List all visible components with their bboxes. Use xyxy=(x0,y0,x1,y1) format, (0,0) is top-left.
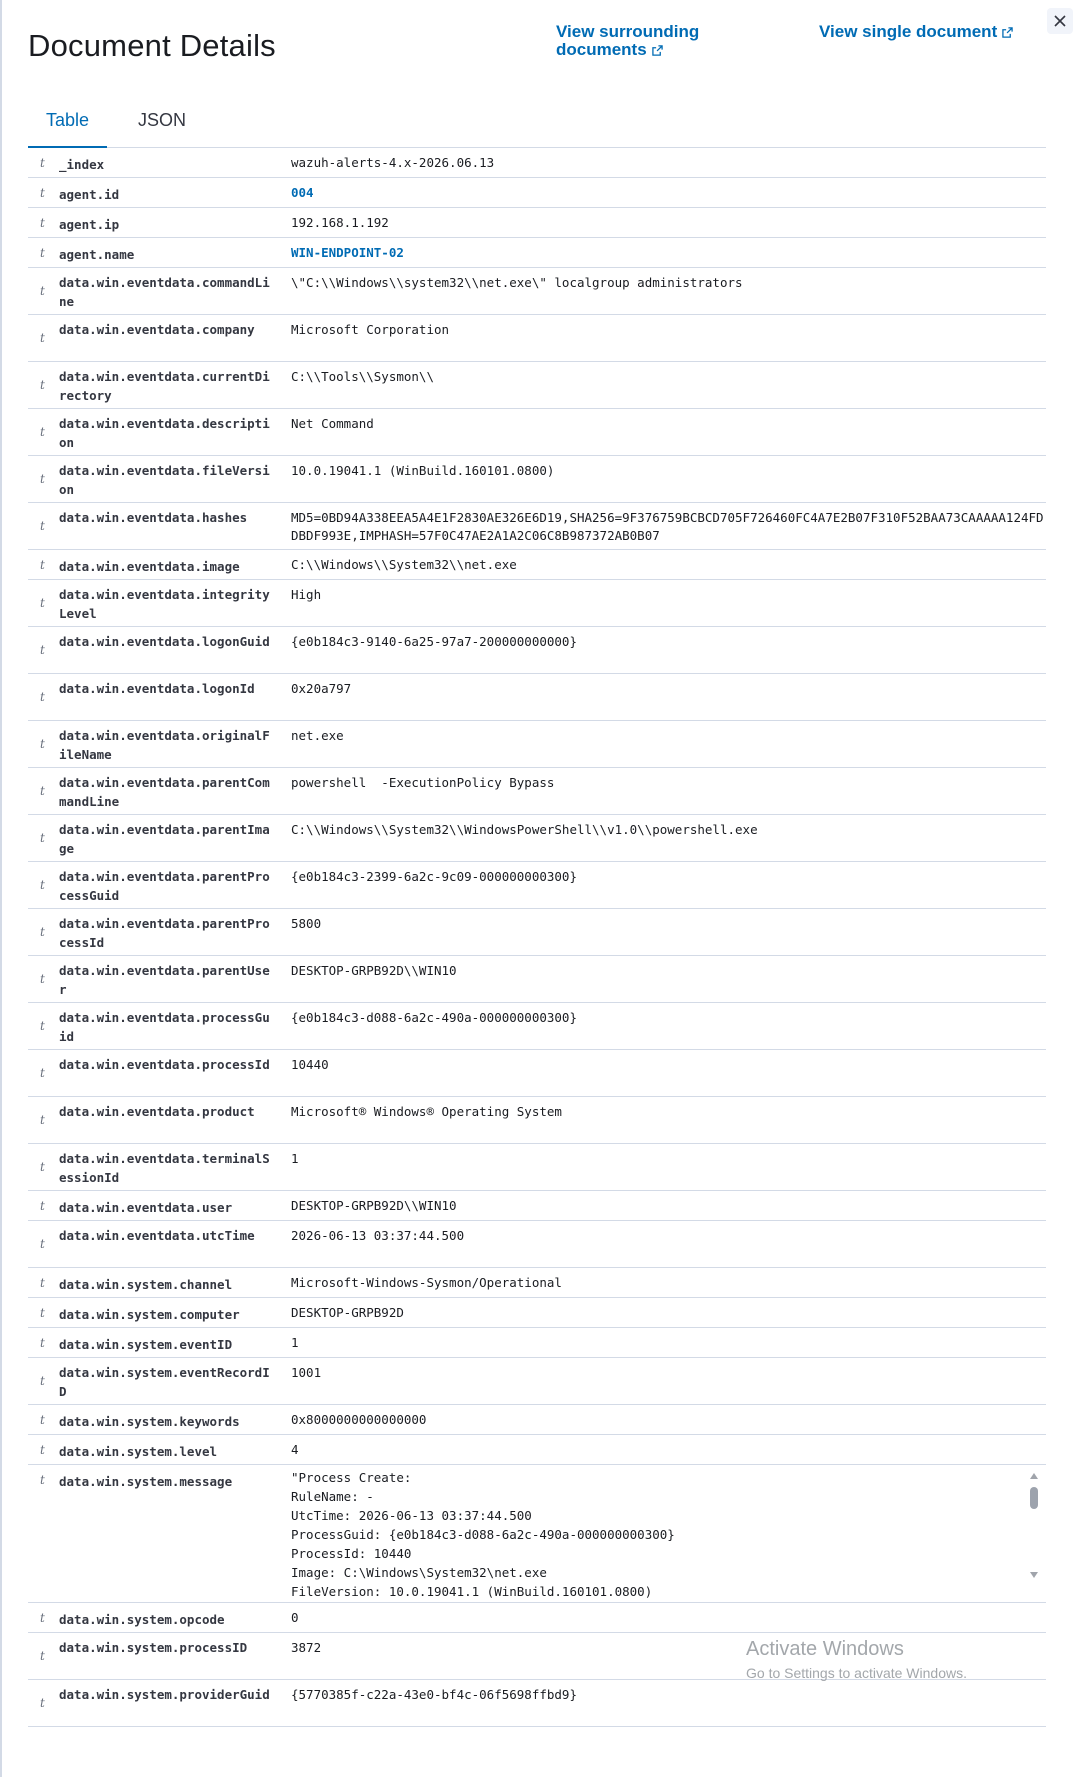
field-value: C:\\Windows\\System32\\net.exe xyxy=(291,557,517,572)
field-type-icon: t xyxy=(40,831,45,845)
field-type-icon: t xyxy=(40,1276,45,1290)
field-type-icon: t xyxy=(40,737,45,751)
field-name: agent.ip xyxy=(59,217,120,232)
table-row xyxy=(28,1465,1046,1603)
table-row xyxy=(28,1298,1046,1328)
field-name: data.win.eventdata.originalFileName xyxy=(59,728,270,762)
table-row xyxy=(28,238,1046,268)
field-name: data.win.eventdata.processGuid xyxy=(59,1010,270,1044)
field-type-icon: t xyxy=(40,1237,45,1251)
field-type-icon: t xyxy=(40,1649,45,1663)
field-name: data.win.system.keywords xyxy=(59,1414,240,1429)
scroll-down-icon[interactable] xyxy=(1030,1572,1038,1578)
watermark-subtitle: Go to Settings to activate Windows. xyxy=(746,1665,967,1681)
field-value: Microsoft Corporation xyxy=(291,322,450,337)
table-row xyxy=(28,627,1046,674)
external-link-icon xyxy=(652,45,663,56)
field-value: Microsoft® Windows® Operating System xyxy=(291,1104,562,1119)
document-tabs xyxy=(28,100,1046,148)
field-type-icon: t xyxy=(40,425,45,439)
field-value-link[interactable]: WIN-ENDPOINT-02 xyxy=(291,245,404,260)
field-type-icon: t xyxy=(40,1473,45,1487)
field-name: data.win.eventdata.image xyxy=(59,559,240,574)
field-value: 3872 xyxy=(291,1640,322,1655)
field-name: data.win.eventdata.terminalSessionId xyxy=(59,1151,270,1185)
field-name: _index xyxy=(59,157,105,172)
field-name: data.win.system.providerGuid xyxy=(59,1687,270,1702)
table-row xyxy=(28,208,1046,238)
field-name: data.win.eventdata.parentProcessId xyxy=(59,916,270,950)
field-type-icon: t xyxy=(40,1443,45,1457)
field-value: 2026-06-13 03:37:44.500 xyxy=(291,1228,465,1243)
field-name: data.win.system.computer xyxy=(59,1307,240,1322)
field-type-icon: t xyxy=(40,1611,45,1625)
field-name: data.win.eventdata.parentProcessGuid xyxy=(59,869,270,903)
field-value: 1001 xyxy=(291,1365,322,1380)
field-name: data.win.eventdata.utcTime xyxy=(59,1228,255,1243)
field-name: data.win.eventdata.integrityLevel xyxy=(59,587,270,621)
table-row xyxy=(28,1144,1046,1191)
field-value: Microsoft-Windows-Sysmon/Operational xyxy=(291,1275,562,1290)
view-single-document-link[interactable] xyxy=(819,23,1013,41)
field-type-icon: t xyxy=(40,519,45,533)
field-value: 5800 xyxy=(291,916,322,931)
table-row xyxy=(28,315,1046,362)
view-surrounding-label: View surrounding documents xyxy=(556,22,700,59)
scroll-up-icon[interactable] xyxy=(1030,1473,1038,1479)
page-title: Document Details xyxy=(28,28,276,63)
field-value: DESKTOP-GRPB92D\\WIN10 xyxy=(291,1198,457,1213)
field-type-icon: t xyxy=(40,284,45,298)
table-row xyxy=(28,1097,1046,1144)
field-type-icon: t xyxy=(40,1160,45,1174)
field-name: data.win.eventdata.fileVersion xyxy=(59,463,270,497)
field-type-icon: t xyxy=(40,1306,45,1320)
field-value: DESKTOP-GRPB92D xyxy=(291,1305,404,1320)
message-value-box[interactable]: "Process Create: RuleName: - UtcTime: 2026-06-13 03:37:44.500 ProcessGuid: {e0b184c3-d088-6a2c-490a-000000000300} ProcessId: 10440 Image: C:\Windows\System32\net.exe FileVersion: 10.0.19041.1 (WinBuild.160101.0800) xyxy=(291,1470,675,1599)
field-value: {5770385f-c22a-43e0-bf4c-06f5698ffbd9} xyxy=(291,1687,577,1702)
field-name: data.win.eventdata.logonGuid xyxy=(59,634,270,649)
table-row xyxy=(28,1680,1046,1727)
table-row xyxy=(28,1003,1046,1050)
table-row xyxy=(28,1328,1046,1358)
field-type-icon: t xyxy=(40,1374,45,1388)
field-name: data.win.system.processID xyxy=(59,1640,248,1655)
field-name: data.win.system.eventRecordID xyxy=(59,1365,270,1399)
field-type-icon: t xyxy=(40,972,45,986)
external-link-icon xyxy=(1002,27,1013,38)
field-value: 10440 xyxy=(291,1057,329,1072)
field-type-icon: t xyxy=(40,246,45,260)
field-name: agent.name xyxy=(59,247,135,262)
field-type-icon: t xyxy=(40,643,45,657)
field-value: 1 xyxy=(291,1151,299,1166)
field-type-icon: t xyxy=(40,186,45,200)
field-type-icon: t xyxy=(40,1199,45,1213)
field-value: \"C:\\Windows\\system32\\net.exe\" localgroup administrators xyxy=(291,275,743,290)
scroll-thumb[interactable] xyxy=(1030,1487,1038,1509)
field-name: data.win.system.channel xyxy=(59,1277,233,1292)
field-type-icon: t xyxy=(40,472,45,486)
field-value: 0x8000000000000000 xyxy=(291,1412,427,1427)
field-name: data.win.eventdata.processId xyxy=(59,1057,270,1072)
table-row xyxy=(28,409,1046,456)
field-value: 0 xyxy=(291,1610,299,1625)
field-name: data.win.eventdata.description xyxy=(59,416,270,450)
field-name: data.win.eventdata.parentUser xyxy=(59,963,270,997)
field-type-icon: t xyxy=(40,156,45,170)
table-row xyxy=(28,1435,1046,1465)
message-scrollbar[interactable] xyxy=(1028,1473,1040,1578)
field-value: {e0b184c3-2399-6a2c-9c09-000000000300} xyxy=(291,869,577,884)
field-type-icon: t xyxy=(40,690,45,704)
field-name: data.win.eventdata.company xyxy=(59,322,255,337)
field-name: data.win.system.opcode xyxy=(59,1612,225,1627)
table-row xyxy=(28,1191,1046,1221)
table-row xyxy=(28,1358,1046,1405)
table-row xyxy=(28,721,1046,768)
field-value: DESKTOP-GRPB92D\\WIN10 xyxy=(291,963,457,978)
field-type-icon: t xyxy=(40,1019,45,1033)
table-row xyxy=(28,1405,1046,1435)
field-type-icon: t xyxy=(40,596,45,610)
table-row xyxy=(28,178,1046,208)
field-value: C:\\Windows\\System32\\WindowsPowerShell\\v1.0\\powershell.exe xyxy=(291,822,758,837)
field-type-icon: t xyxy=(40,1696,45,1710)
view-surrounding-documents-link[interactable] xyxy=(556,23,726,59)
table-row xyxy=(28,674,1046,721)
field-name: data.win.eventdata.logonId xyxy=(59,681,255,696)
tab-json[interactable]: JSON xyxy=(138,110,187,130)
table-row xyxy=(28,956,1046,1003)
field-name: data.win.eventdata.commandLine xyxy=(59,275,270,309)
field-name: data.win.eventdata.hashes xyxy=(59,510,248,525)
field-value: 192.168.1.192 xyxy=(291,215,389,230)
field-value: 0x20a797 xyxy=(291,681,352,696)
flyout-border xyxy=(0,0,2,1777)
field-type-icon: t xyxy=(40,1413,45,1427)
field-value: High xyxy=(291,587,322,602)
field-value: net.exe xyxy=(291,728,344,743)
field-type-icon: t xyxy=(40,378,45,392)
table-row xyxy=(28,550,1046,580)
field-type-icon: t xyxy=(40,558,45,572)
field-value: {e0b184c3-9140-6a25-97a7-200000000000} xyxy=(291,634,577,649)
field-value: C:\\Tools\\Sysmon\\ xyxy=(291,369,434,384)
table-row xyxy=(28,1050,1046,1097)
field-name: data.win.eventdata.currentDirectory xyxy=(59,369,270,403)
field-value-link[interactable]: 004 xyxy=(291,185,314,200)
table-row xyxy=(28,768,1046,815)
field-type-icon: t xyxy=(40,216,45,230)
field-type-icon: t xyxy=(40,331,45,345)
field-name: data.win.eventdata.user xyxy=(59,1200,233,1215)
field-name: data.win.system.level xyxy=(59,1444,218,1459)
table-row xyxy=(28,362,1046,409)
field-value: {e0b184c3-d088-6a2c-490a-000000000300} xyxy=(291,1010,577,1025)
field-name: data.win.eventdata.product xyxy=(59,1104,255,1119)
view-single-label: View single document xyxy=(819,22,998,41)
field-value: 1 xyxy=(291,1335,299,1350)
field-name: data.win.eventdata.parentImage xyxy=(59,822,270,856)
table-row xyxy=(28,268,1046,315)
close-button[interactable] xyxy=(1047,8,1073,34)
table-row xyxy=(28,1603,1046,1633)
field-value: MD5=0BD94A338EEA5A4E1F2830AE326E6D19,SHA256=9F376759BCBCD705F726460FC4A7E2B07F310F52BAA73CAAAAA124FDDBDF993E,IMPHASH=57F0C47AE2A1A2C06C8B987372AB0B07 xyxy=(291,510,1044,543)
table-row xyxy=(28,503,1046,550)
field-type-icon: t xyxy=(40,1113,45,1127)
table-row xyxy=(28,862,1046,909)
field-type-icon: t xyxy=(40,925,45,939)
field-type-icon: t xyxy=(40,1336,45,1350)
field-name: data.win.system.eventID xyxy=(59,1337,233,1352)
close-icon xyxy=(1053,14,1067,28)
field-name: data.win.system.message xyxy=(59,1474,233,1489)
field-value: powershell -ExecutionPolicy Bypass xyxy=(291,775,555,790)
table-row xyxy=(28,1268,1046,1298)
table-row xyxy=(28,456,1046,503)
field-value: 4 xyxy=(291,1442,299,1457)
document-table xyxy=(28,148,1046,1727)
table-row xyxy=(28,148,1046,178)
field-value: 10.0.19041.1 (WinBuild.160101.0800) xyxy=(291,463,555,478)
table-row xyxy=(28,580,1046,627)
field-type-icon: t xyxy=(40,1066,45,1080)
flyout-header xyxy=(28,22,1048,96)
watermark-title: Activate Windows xyxy=(746,1638,904,1660)
field-type-icon: t xyxy=(40,878,45,892)
field-name: data.win.eventdata.parentCommandLine xyxy=(59,775,270,809)
table-row xyxy=(28,909,1046,956)
field-type-icon: t xyxy=(40,784,45,798)
table-row xyxy=(28,815,1046,862)
field-name: agent.id xyxy=(59,187,120,202)
field-value: wazuh-alerts-4.x-2026.06.13 xyxy=(291,155,495,170)
field-value: Net Command xyxy=(291,416,374,431)
table-row xyxy=(28,1633,1046,1680)
tab-table[interactable]: Table xyxy=(28,110,107,148)
table-row xyxy=(28,1221,1046,1268)
